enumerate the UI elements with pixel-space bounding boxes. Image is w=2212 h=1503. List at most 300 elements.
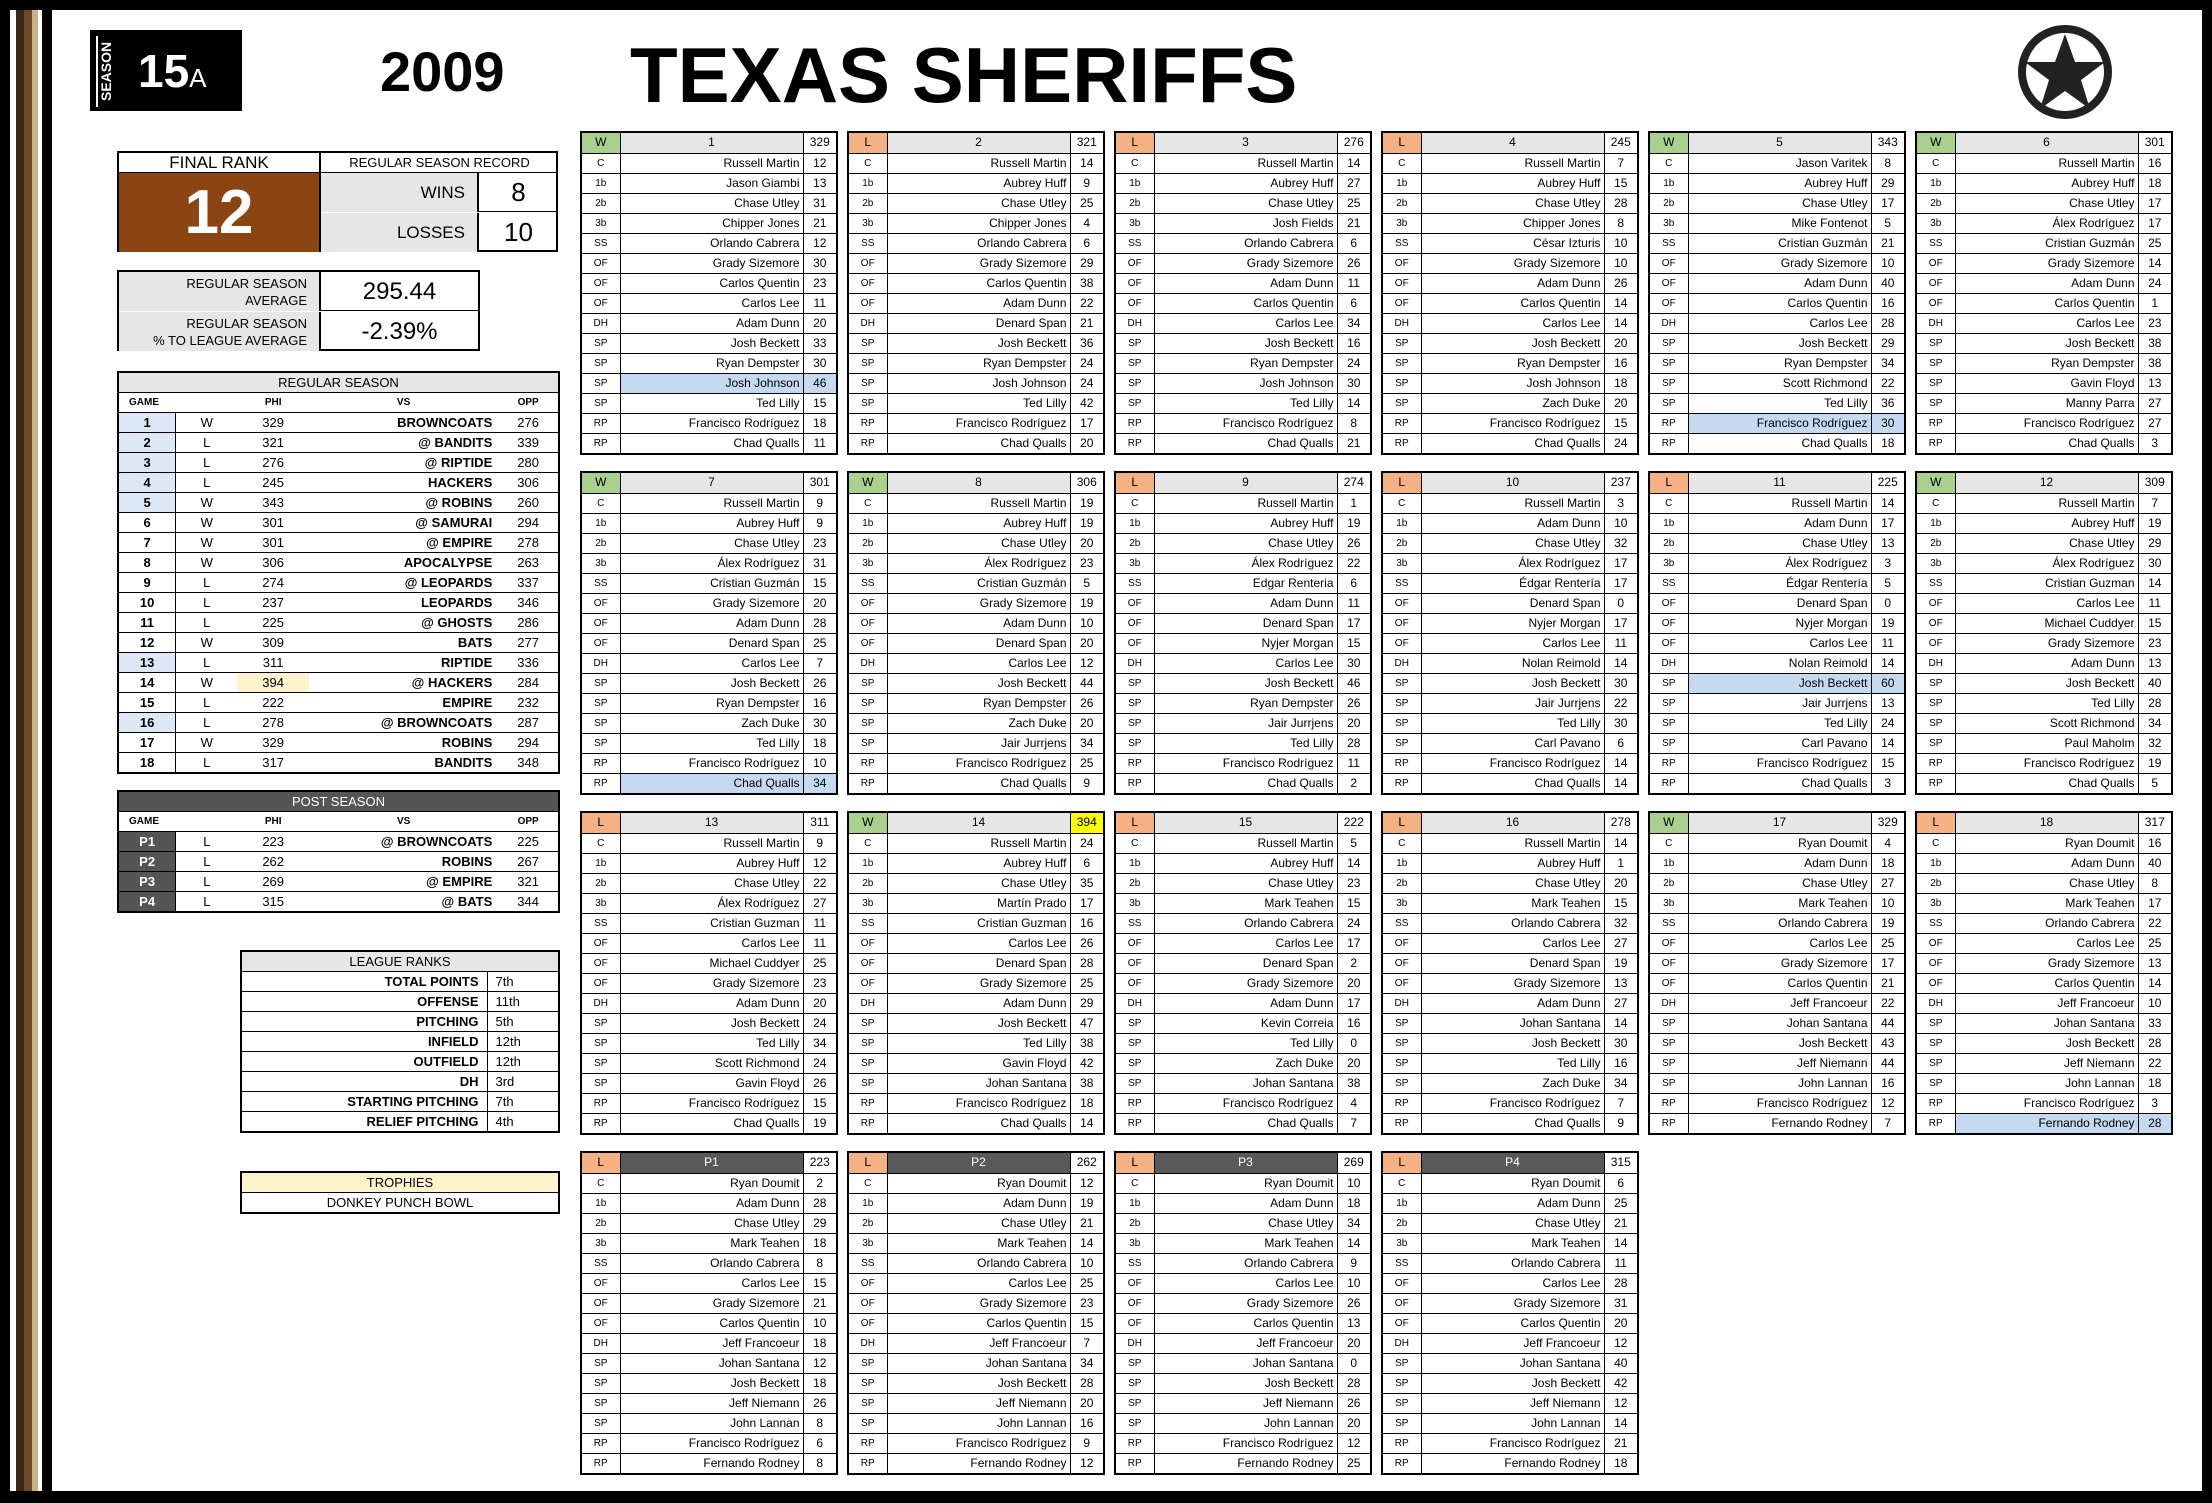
player-row	[1116, 373, 1370, 393]
player-position: 1b	[1383, 173, 1421, 193]
player-name: Michael Cuddyer	[620, 953, 803, 973]
player-position: 2b	[849, 873, 887, 893]
player-name: Adam Dunn	[620, 1193, 803, 1213]
player-row	[582, 173, 836, 193]
player-points: 16	[1070, 913, 1103, 933]
player-points: 27	[2138, 393, 2171, 413]
player-name: Mark Teahen	[1688, 893, 1871, 913]
player-position: SP	[1116, 673, 1154, 693]
game-box	[1915, 471, 2173, 795]
season-badge	[90, 30, 242, 111]
losses-row	[321, 213, 558, 252]
player-position: OF	[1116, 953, 1154, 973]
phi-score: 262	[237, 852, 309, 872]
player-position: SP	[582, 1013, 620, 1033]
player-row	[1917, 913, 2171, 933]
player-name: Ryan Doumit	[620, 1173, 803, 1193]
player-row	[1116, 593, 1370, 613]
player-points: 15	[1337, 893, 1370, 913]
player-row	[582, 1233, 836, 1253]
player-name: Orlando Cabrera	[1154, 1253, 1337, 1273]
player-position: OF	[1650, 973, 1688, 993]
game-box	[1648, 811, 1906, 1135]
player-position: RP	[582, 1093, 620, 1113]
game-result: L	[176, 453, 238, 473]
player-row	[582, 1013, 836, 1033]
player-position: RP	[849, 413, 887, 433]
year: 2009	[380, 40, 505, 103]
game-number: 9	[118, 573, 176, 593]
losses-value: 10	[504, 217, 533, 247]
player-points: 12	[803, 853, 836, 873]
game-number: 17	[118, 733, 176, 753]
opponent: @ BROWNCOATS	[309, 832, 498, 852]
player-name: Chad Qualls	[1688, 773, 1871, 793]
game-header-row	[1917, 133, 2171, 153]
final-rank-panel	[117, 151, 558, 252]
game-header-row	[1917, 813, 2171, 833]
rank-category: RELIEF PITCHING	[241, 1112, 487, 1133]
player-points: 18	[803, 733, 836, 753]
opp-score: 344	[498, 892, 559, 913]
player-name: Fernando Rodney	[1421, 1453, 1604, 1473]
player-name: Josh Beckett	[620, 673, 803, 693]
player-position: SP	[1116, 1373, 1154, 1393]
player-position: DH	[1116, 993, 1154, 1013]
player-row	[1917, 313, 2171, 333]
player-position: RP	[1917, 413, 1955, 433]
rank-value: 12th	[487, 1052, 559, 1072]
player-name: Mike Fontenot	[1688, 213, 1871, 233]
player-position: 1b	[582, 853, 620, 873]
player-position: 3b	[849, 213, 887, 233]
player-position: DH	[1650, 653, 1688, 673]
game-result: L	[582, 813, 620, 833]
player-name: Josh Beckett	[1955, 673, 2138, 693]
player-row	[1917, 653, 2171, 673]
player-row	[849, 913, 1103, 933]
avg-value: 295.44	[362, 278, 437, 305]
player-row	[1383, 1213, 1637, 1233]
player-row	[849, 253, 1103, 273]
player-position: OF	[1383, 1313, 1421, 1333]
player-position: OF	[849, 973, 887, 993]
opponent: @ EMPIRE	[309, 872, 498, 892]
record-label: REGULAR SEASON RECORD	[321, 153, 558, 173]
player-position: 3b	[582, 893, 620, 913]
player-position: 2b	[1650, 873, 1688, 893]
game-result: L	[849, 133, 887, 153]
player-name: Mark Teahen	[620, 1233, 803, 1253]
player-row	[1116, 413, 1370, 433]
player-position: 3b	[1650, 553, 1688, 573]
player-row	[582, 953, 836, 973]
season-col-header: GAME	[118, 393, 237, 413]
player-points: 14	[1604, 753, 1637, 773]
game-box	[1381, 471, 1639, 795]
player-position: C	[582, 493, 620, 513]
player-row	[1917, 1093, 2171, 1113]
player-points: 18	[803, 413, 836, 433]
player-name: Jeff Niemann	[1154, 1393, 1337, 1413]
player-position: SP	[1116, 733, 1154, 753]
player-name: Grady Sizemore	[620, 593, 803, 613]
player-position: SP	[849, 1053, 887, 1073]
player-row	[1383, 993, 1637, 1013]
player-points: 11	[1337, 753, 1370, 773]
player-row	[1116, 733, 1370, 753]
team-title: TEXAS SHERIFFS	[630, 31, 1298, 119]
player-name: Carlos Quentin	[1421, 293, 1604, 313]
opp-score: 337	[498, 573, 559, 593]
game-number: 2	[118, 433, 176, 453]
wins-value: 8	[511, 177, 526, 207]
player-points: 9	[1070, 173, 1103, 193]
game-result: L	[1116, 1153, 1154, 1173]
player-position: SP	[1917, 373, 1955, 393]
player-position: OF	[582, 253, 620, 273]
player-points: 18	[803, 1233, 836, 1253]
player-name: Orlando Cabrera	[620, 233, 803, 253]
player-row	[582, 1353, 836, 1373]
player-row	[1917, 373, 2171, 393]
player-position: C	[1383, 153, 1421, 173]
player-row	[1116, 1253, 1370, 1273]
player-points: 10	[1604, 233, 1637, 253]
regular-season-table	[117, 371, 560, 774]
opp-score: 348	[498, 753, 559, 774]
player-row	[1917, 773, 2171, 793]
player-position: SP	[849, 1073, 887, 1093]
player-row	[1650, 713, 1904, 733]
season-row	[118, 453, 559, 473]
player-points: 10	[1070, 1253, 1103, 1273]
phi-score: 329	[237, 413, 309, 433]
player-points: 40	[1604, 1353, 1637, 1373]
player-position: OF	[849, 633, 887, 653]
player-position: 3b	[1116, 893, 1154, 913]
phi-score: 301	[237, 533, 309, 553]
player-position: C	[582, 833, 620, 853]
player-row	[1917, 833, 2171, 853]
player-position: 1b	[849, 513, 887, 533]
player-points: 18	[2138, 173, 2171, 193]
player-name: Mark Teahen	[1421, 1233, 1604, 1253]
player-name: Chase Utley	[1688, 873, 1871, 893]
player-row	[849, 1313, 1103, 1333]
player-points: 28	[803, 1193, 836, 1213]
player-row	[1383, 653, 1637, 673]
game-box	[580, 811, 838, 1135]
player-name: Chad Qualls	[1421, 773, 1604, 793]
player-points: 60	[1871, 673, 1904, 693]
player-row	[582, 153, 836, 173]
player-position: OF	[1650, 613, 1688, 633]
player-position: SS	[1116, 913, 1154, 933]
player-points: 23	[2138, 633, 2171, 653]
player-position: RP	[1116, 1453, 1154, 1473]
game-box	[847, 1151, 1105, 1475]
player-position: SP	[582, 673, 620, 693]
player-points: 6	[1604, 733, 1637, 753]
player-points: 11	[1337, 593, 1370, 613]
player-name: Fernando Rodney	[1154, 1453, 1337, 1473]
game-result: L	[1383, 813, 1421, 833]
player-row	[1650, 1053, 1904, 1073]
player-name: Gavin Floyd	[887, 1053, 1070, 1073]
game-result: L	[1116, 473, 1154, 493]
game-table	[1650, 473, 1904, 793]
player-points: 8	[1337, 413, 1370, 433]
player-name: Josh Johnson	[887, 373, 1070, 393]
player-name: Chase Utley	[1688, 533, 1871, 553]
player-points: 30	[2138, 553, 2171, 573]
player-row	[849, 733, 1103, 753]
player-name: Jeff Niemann	[1421, 1393, 1604, 1413]
game-header-row	[582, 133, 836, 153]
player-name: Adam Dunn	[1688, 513, 1871, 533]
player-row	[1383, 553, 1637, 573]
game-result: L	[176, 573, 238, 593]
player-position: SP	[1116, 333, 1154, 353]
player-position: 2b	[849, 1213, 887, 1233]
player-points: 42	[1604, 1373, 1637, 1393]
player-points: 34	[1070, 733, 1103, 753]
game-number: 16	[1421, 813, 1604, 833]
rank-value: 12th	[487, 1032, 559, 1052]
player-points: 5	[1871, 213, 1904, 233]
player-position: SP	[1650, 693, 1688, 713]
player-row	[582, 773, 836, 793]
player-position: SS	[582, 913, 620, 933]
player-position: C	[849, 833, 887, 853]
player-points: 13	[1871, 533, 1904, 553]
player-name: Grady Sizemore	[620, 1293, 803, 1313]
player-points: 10	[1871, 253, 1904, 273]
player-row	[1650, 613, 1904, 633]
player-row	[849, 573, 1103, 593]
player-row	[582, 253, 836, 273]
player-row	[582, 1273, 836, 1293]
player-position: DH	[1383, 653, 1421, 673]
player-points: 14	[1337, 153, 1370, 173]
player-points: 40	[2138, 673, 2171, 693]
player-position: SP	[1650, 1013, 1688, 1033]
player-row	[849, 373, 1103, 393]
player-name: Grady Sizemore	[1421, 1293, 1604, 1313]
player-name: Grady Sizemore	[887, 973, 1070, 993]
player-name: John Lannan	[887, 1413, 1070, 1433]
player-points: 22	[1871, 373, 1904, 393]
player-name: Jeff Niemann	[1688, 1053, 1871, 1073]
trophy-item: DONKEY PUNCH BOWL	[241, 1193, 559, 1214]
player-position: SP	[582, 1053, 620, 1073]
player-position: RP	[1116, 1433, 1154, 1453]
player-row	[1383, 1073, 1637, 1093]
player-position: RP	[582, 1113, 620, 1133]
game-number: 8	[118, 553, 176, 573]
player-name: Aubrey Huff	[1955, 173, 2138, 193]
player-points: 5	[1070, 573, 1103, 593]
player-points: 19	[1070, 493, 1103, 513]
player-points: 3	[1604, 493, 1637, 513]
game-table	[1917, 813, 2171, 1133]
player-position: DH	[1650, 993, 1688, 1013]
player-name: Chad Qualls	[1154, 433, 1337, 453]
player-row	[849, 673, 1103, 693]
player-name: Zach Duke	[1421, 393, 1604, 413]
player-position: RP	[849, 1433, 887, 1453]
player-row	[849, 433, 1103, 453]
player-name: Nolan Reimold	[1688, 653, 1871, 673]
player-position: SP	[1383, 1073, 1421, 1093]
ranks-title: LEAGUE RANKS	[241, 951, 559, 972]
player-name: Nyjer Morgan	[1688, 613, 1871, 633]
player-points: 19	[1871, 613, 1904, 633]
player-name: Orlando Cabrera	[620, 1253, 803, 1273]
player-name: Josh Beckett	[1154, 333, 1337, 353]
player-row	[1917, 933, 2171, 953]
player-position: SP	[1383, 1413, 1421, 1433]
player-points: 20	[1070, 533, 1103, 553]
phi-score: 315	[237, 892, 309, 913]
player-points: 1	[1604, 853, 1637, 873]
player-name: Édgar Rentería	[1421, 573, 1604, 593]
rank-row	[241, 992, 559, 1012]
player-position: 2b	[1650, 193, 1688, 213]
player-position: C	[1650, 153, 1688, 173]
player-row	[1383, 1273, 1637, 1293]
player-position: SP	[1116, 693, 1154, 713]
player-points: 38	[1070, 273, 1103, 293]
player-position: SP	[1116, 1393, 1154, 1413]
player-position: 2b	[1116, 873, 1154, 893]
player-name: Chase Utley	[1154, 1213, 1337, 1233]
player-row	[1116, 313, 1370, 333]
phi-score: 269	[237, 872, 309, 892]
pct-label	[119, 312, 321, 351]
player-name: Carlos Lee	[1421, 633, 1604, 653]
player-position: 1b	[1650, 173, 1688, 193]
player-position: 3b	[849, 1233, 887, 1253]
player-name: Grady Sizemore	[887, 253, 1070, 273]
game-total: 262	[1070, 1153, 1103, 1173]
player-position: SP	[1383, 1033, 1421, 1053]
player-position: RP	[582, 773, 620, 793]
player-points: 30	[1604, 673, 1637, 693]
game-total: 276	[1337, 133, 1370, 153]
player-points: 22	[1871, 993, 1904, 1013]
player-name: Chase Utley	[1154, 873, 1337, 893]
game-number: 12	[118, 633, 176, 653]
player-position: SP	[1116, 1053, 1154, 1073]
opp-score: 294	[498, 513, 559, 533]
player-name: Edgar Renteria	[1154, 573, 1337, 593]
player-points: 21	[1070, 313, 1103, 333]
season-title: POST SEASON	[118, 791, 559, 812]
player-points: 16	[1871, 293, 1904, 313]
season-row	[118, 573, 559, 593]
player-points: 6	[1337, 573, 1370, 593]
player-name: Paul Maholm	[1955, 733, 2138, 753]
trophy-row	[241, 1193, 559, 1214]
player-points: 34	[1871, 353, 1904, 373]
player-points: 24	[803, 1013, 836, 1033]
player-name: Ryan Dempster	[1154, 353, 1337, 373]
player-name: Grady Sizemore	[620, 253, 803, 273]
player-points: 34	[2138, 713, 2171, 733]
player-name: Josh Beckett	[1688, 673, 1871, 693]
player-name: Orlando Cabrera	[1421, 913, 1604, 933]
player-position: 2b	[582, 1213, 620, 1233]
player-points: 23	[1070, 553, 1103, 573]
player-position: SP	[582, 353, 620, 373]
season-word: SEASON	[96, 36, 120, 107]
player-points: 29	[1871, 173, 1904, 193]
opp-score: 306	[498, 473, 559, 493]
player-row	[849, 633, 1103, 653]
game-result: L	[1116, 813, 1154, 833]
player-position: C	[849, 493, 887, 513]
player-row	[582, 993, 836, 1013]
player-points: 14	[1604, 293, 1637, 313]
game-number: P3	[1154, 1153, 1337, 1173]
player-position: RP	[1650, 1113, 1688, 1133]
season-row	[118, 852, 559, 872]
player-position: OF	[582, 613, 620, 633]
player-row	[1383, 353, 1637, 373]
game-header-row	[1383, 473, 1637, 493]
player-row	[849, 393, 1103, 413]
pct-label-line2: % TO LEAGUE AVERAGE	[153, 333, 307, 348]
player-name: Francisco Rodríguez	[1154, 413, 1337, 433]
player-points: 21	[1347, 435, 1361, 450]
player-name: Johan Santana	[1955, 1013, 2138, 1033]
player-name: Russell Martin	[887, 153, 1070, 173]
player-row	[1650, 513, 1904, 533]
player-points: 14	[1871, 493, 1904, 513]
player-name: Chase Utley	[620, 873, 803, 893]
player-name: Fernando Rodney	[620, 1453, 803, 1473]
player-name: Michael Cuddyer	[1955, 613, 2138, 633]
player-points: 30	[1604, 713, 1637, 733]
player-name: Carlos Lee	[1421, 313, 1604, 333]
player-row	[582, 1453, 836, 1473]
player-points: 21	[1871, 233, 1904, 253]
player-position: RP	[849, 433, 887, 453]
player-row	[582, 733, 836, 753]
player-name: Chase Utley	[1421, 533, 1604, 553]
player-position: C	[1116, 833, 1154, 853]
player-name: Jeff Francoeur	[1154, 1333, 1337, 1353]
player-row	[1383, 1033, 1637, 1053]
player-position: SP	[1116, 1413, 1154, 1433]
player-points: 12	[1070, 653, 1103, 673]
player-row	[582, 1393, 836, 1413]
player-row	[1917, 433, 2171, 453]
player-position: SP	[582, 1373, 620, 1393]
player-name: Russell Martin	[1154, 493, 1337, 513]
player-position: SP	[1116, 1073, 1154, 1093]
game-total: 237	[1604, 473, 1637, 493]
player-points: 16	[2138, 833, 2171, 853]
player-points: 25	[2138, 233, 2171, 253]
player-points: 26	[803, 1073, 836, 1093]
game-header-row	[849, 813, 1103, 833]
game-result: W	[176, 633, 238, 653]
player-name: Carlos Lee	[1688, 933, 1871, 953]
player-position: SS	[582, 1253, 620, 1273]
